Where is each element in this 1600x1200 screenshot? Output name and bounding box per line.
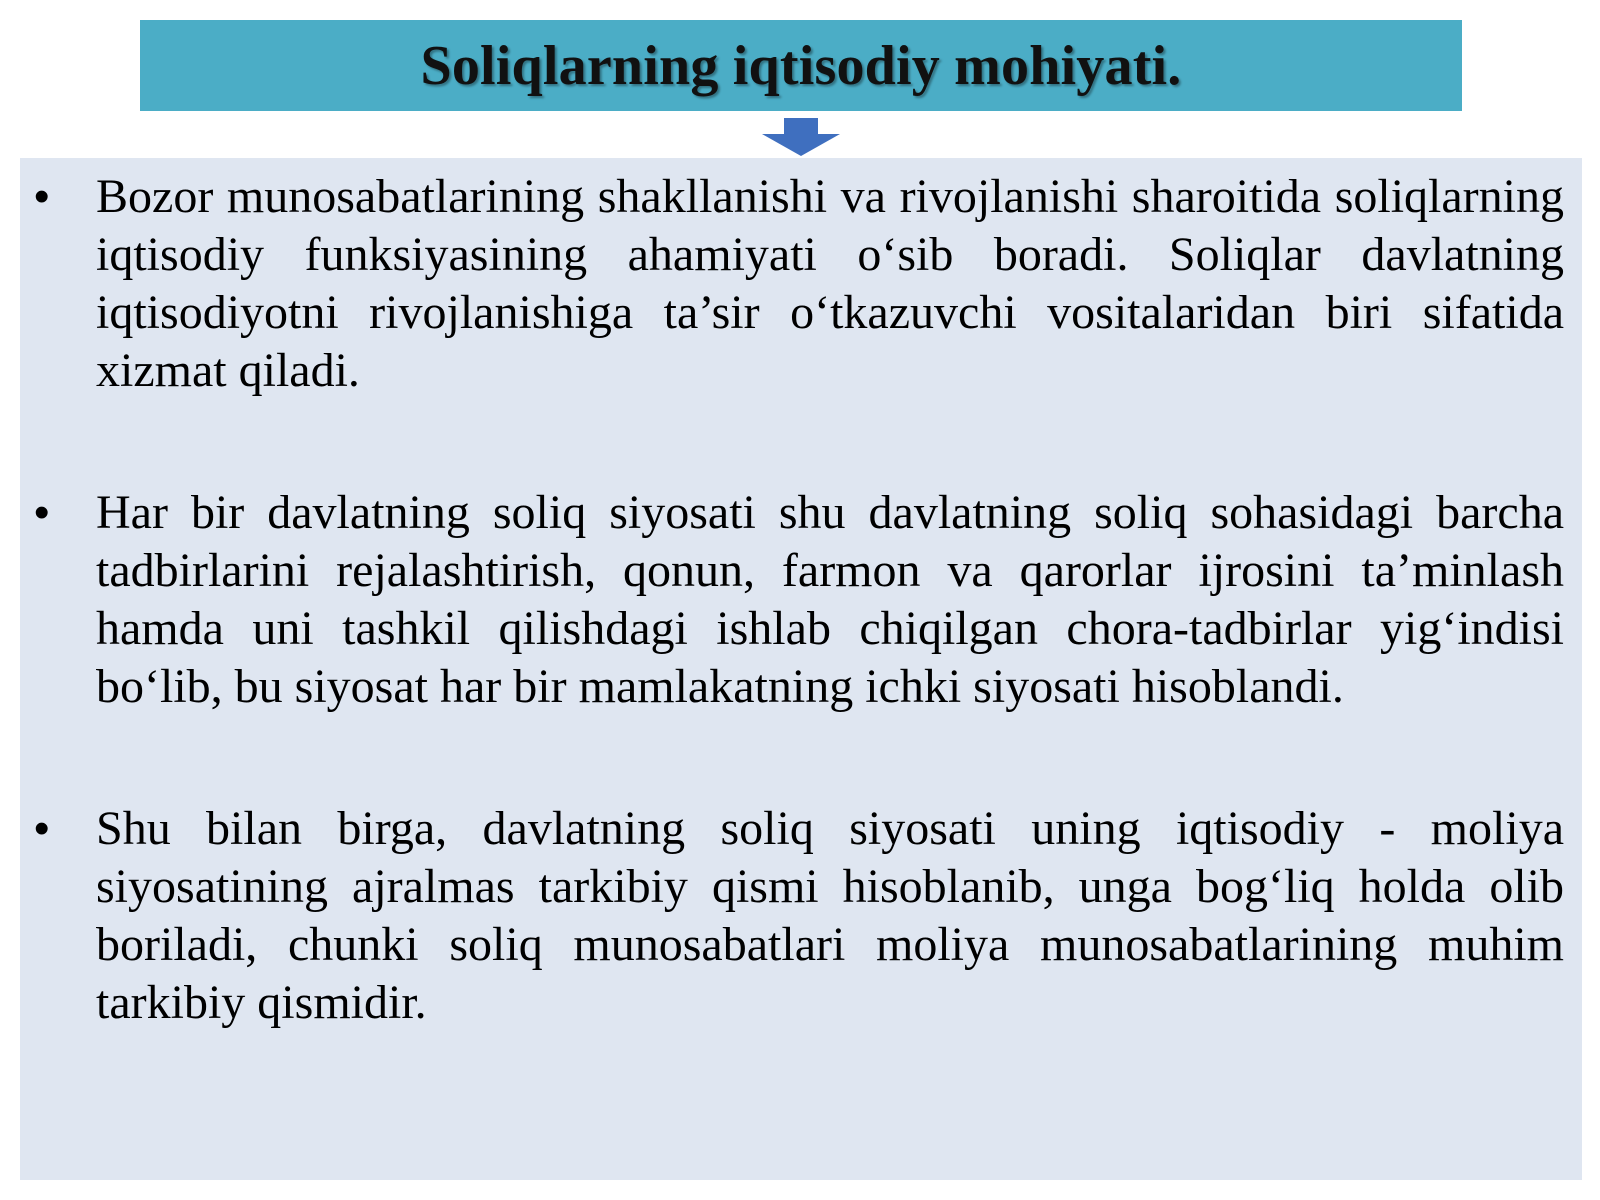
slide-title: Soliqlarning iqtisodiy mohiyati.: [420, 34, 1182, 97]
bullet-marker: •: [34, 804, 50, 853]
content-panel: [20, 158, 1582, 1180]
bullet-marker: •: [34, 172, 50, 221]
bullet-item: [20, 484, 1582, 716]
bullet-text: Shu bilan birga, davlatning soliq siyosati uning iqtisodiy - moliya siyosatining ajralmas tarkibiy qismi hisoblanib, unga bog‘liq holda olib boriladi, chunki soliq munosabatlari moliya munosabatlarining muhim tarkibiy qismidir.: [96, 802, 1564, 1029]
arrow-down-icon: [760, 118, 842, 158]
bullet-list: [20, 168, 1582, 1032]
title-banner: [140, 20, 1462, 111]
bullet-text: Bozor munosabatlarining shakllanishi va rivojlanishi sharoitida soliqlarning iqtisodiy funksiyasining ahamiyati o‘sib boradi. Soliqlar davlatning iqtisodiyotni rivojlanishiga ta’sir o‘tkazuvchi vositalaridan biri sifatida xizmat qiladi.: [96, 170, 1564, 397]
bullet-marker: •: [34, 488, 50, 537]
bullet-item: [20, 168, 1582, 400]
bullet-text: Har bir davlatning soliq siyosati shu davlatning soliq sohasidagi barcha tadbirlarini rejalashtirish, qonun, farmon va qarorlar ijrosini ta’minlash hamda uni tashkil qilishdagi ishlab chiqilgan chora-tadbirlar yig‘indisi bo‘lib, bu siyosat har bir mamlakatning ichki siyosati hisoblandi.: [96, 486, 1564, 713]
bullet-item: [20, 800, 1582, 1032]
